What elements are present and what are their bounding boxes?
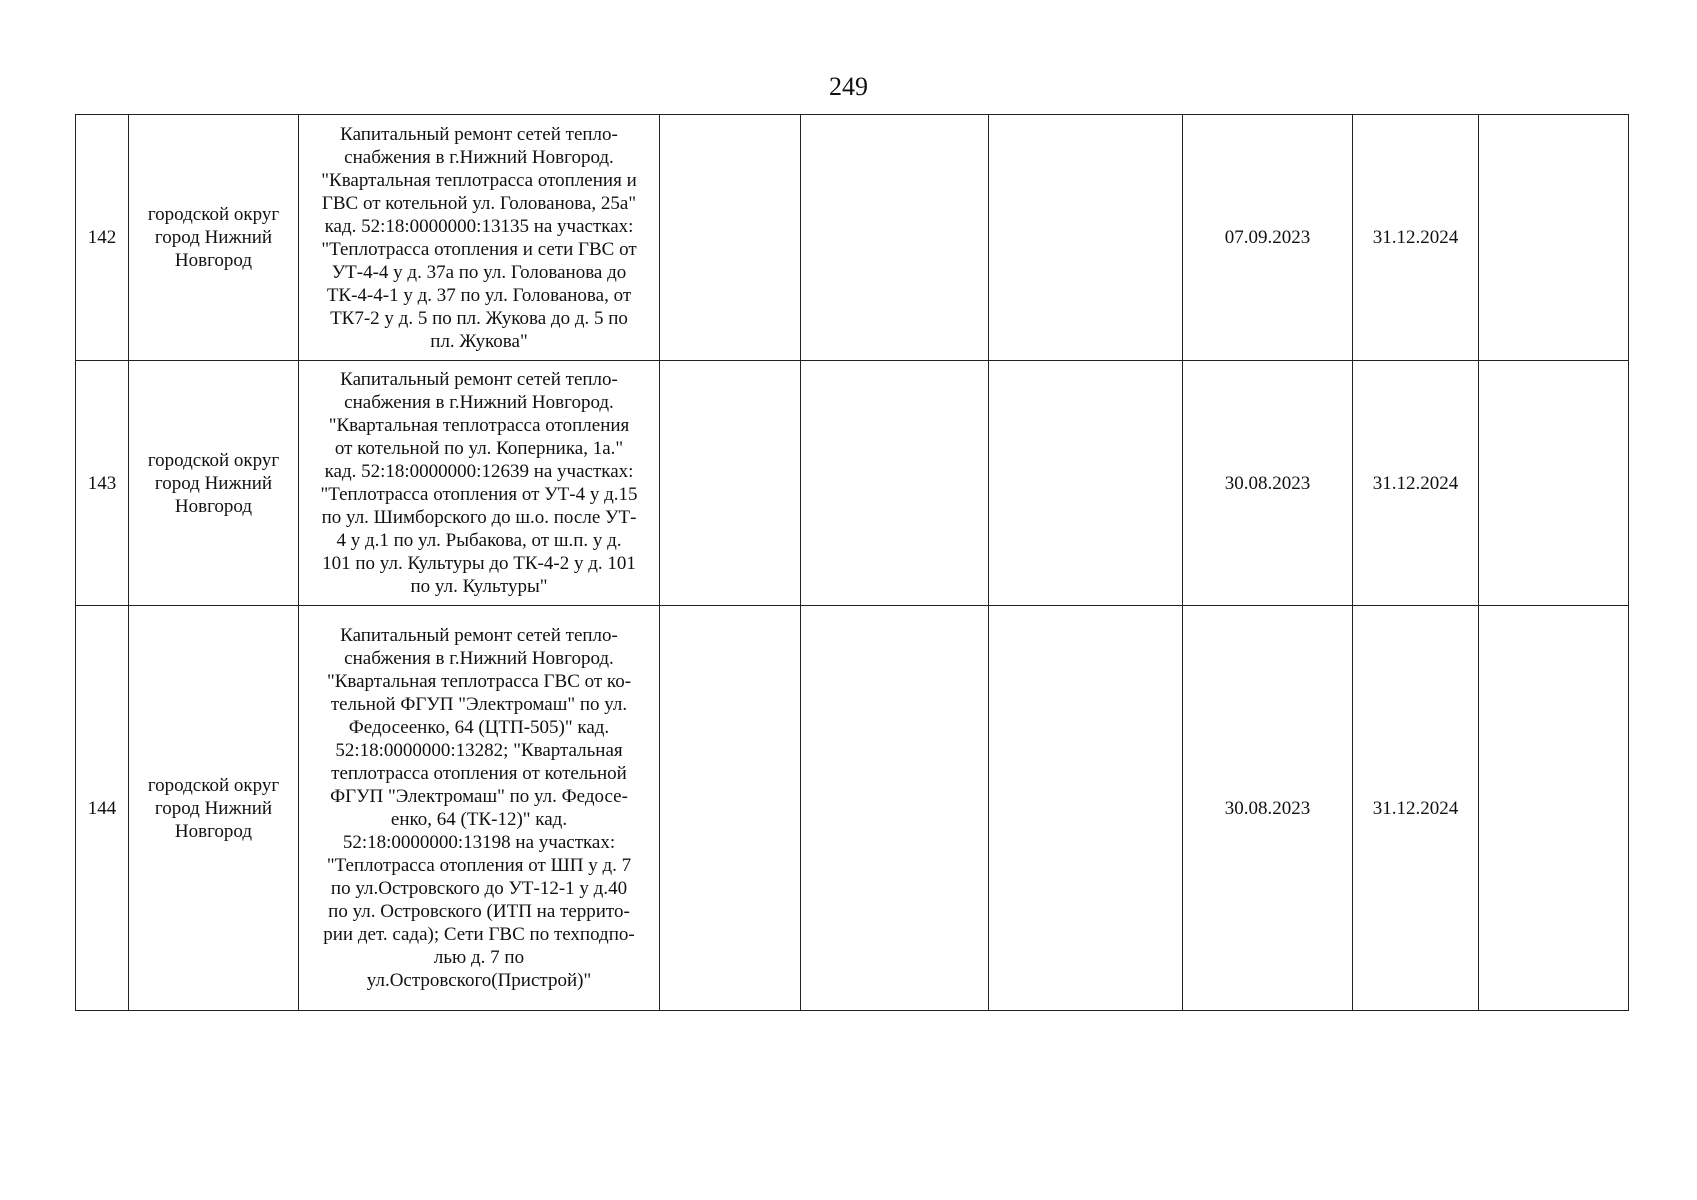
empty-cell xyxy=(801,606,989,1011)
empty-cell xyxy=(801,115,989,361)
start-date-cell: 07.09.2023 xyxy=(1183,115,1353,361)
empty-cell xyxy=(1479,361,1629,606)
empty-cell xyxy=(660,361,801,606)
table-row xyxy=(76,361,1629,606)
start-date-cell: 30.08.2023 xyxy=(1183,361,1353,606)
description-cell: Капитальный ремонт сетей тепло- снабжения в г.Нижний Новгород. "Квартальная теплотрасса отопления и ГВС от котельной ул. Голованова, 25а" кад. 52:18:0000000:13135 на участках: "Теплотрасса отопления и сети ГВС от УТ-4-4 у д. 37а по ул. Голованова до ТК-4-4-1 у д. 37 по ул. Голованова, от ТК7-2 у д. 5 по пл. Жукова до д. 5 по пл. Жукова" xyxy=(299,115,660,361)
description-cell: Капитальный ремонт сетей тепло- снабжения в г.Нижний Новгород. "Квартальная теплотрасса отопления от котельной по ул. Коперника, 1а." кад. 52:18:0000000:12639 на участках: "Теплотрасса отопления от УТ-4 у д.15 по ул. Шимборского до ш.о. после УТ- 4 у д.1 по ул. Рыбакова, от ш.п. у д. 101 по ул. Культуры до ТК-4-2 у д. 101 по ул. Культуры" xyxy=(299,361,660,606)
empty-cell xyxy=(660,606,801,1011)
row-number: 143 xyxy=(76,361,129,606)
page-number: 249 xyxy=(829,72,868,101)
empty-cell xyxy=(801,361,989,606)
end-date-cell: 31.12.2024 xyxy=(1353,606,1479,1011)
row-number: 144 xyxy=(76,606,129,1011)
empty-cell xyxy=(660,115,801,361)
table-row xyxy=(76,606,1629,1011)
row-number: 142 xyxy=(76,115,129,361)
empty-cell xyxy=(989,115,1183,361)
table-row xyxy=(76,115,1629,361)
end-date-cell: 31.12.2024 xyxy=(1353,361,1479,606)
start-date-cell: 30.08.2023 xyxy=(1183,606,1353,1011)
empty-cell xyxy=(989,606,1183,1011)
empty-cell xyxy=(1479,115,1629,361)
description-cell: Капитальный ремонт сетей тепло- снабжения в г.Нижний Новгород. "Квартальная теплотрасса ГВС от ко- тельной ФГУП "Электромаш" по ул. Федосеенко, 64 (ЦТП-505)" кад. 52:18:0000000:13282; "Квартальная теплотрасса отопления от котельной ФГУП "Электромаш" по ул. Федосе- енко, 64 (ТК-12)" кад. 52:18:0000000:13198 на участках: "Теплотрасса отопления от ШП у д. 7 по ул.Островского до УТ-12-1 у д.40 по ул. Островского (ИТП на террито- рии дет. сада); Сети ГВС по техподпо- лью д. 7 по ул.Островского(Пристрой)" xyxy=(299,606,660,1011)
district-cell: городской округ город Нижний Новгород xyxy=(129,115,299,361)
end-date-cell: 31.12.2024 xyxy=(1353,115,1479,361)
district-cell: городской округ город Нижний Новгород xyxy=(129,361,299,606)
district-cell: городской округ город Нижний Новгород xyxy=(129,606,299,1011)
works-table xyxy=(75,114,1629,1011)
empty-cell xyxy=(1479,606,1629,1011)
empty-cell xyxy=(989,361,1183,606)
